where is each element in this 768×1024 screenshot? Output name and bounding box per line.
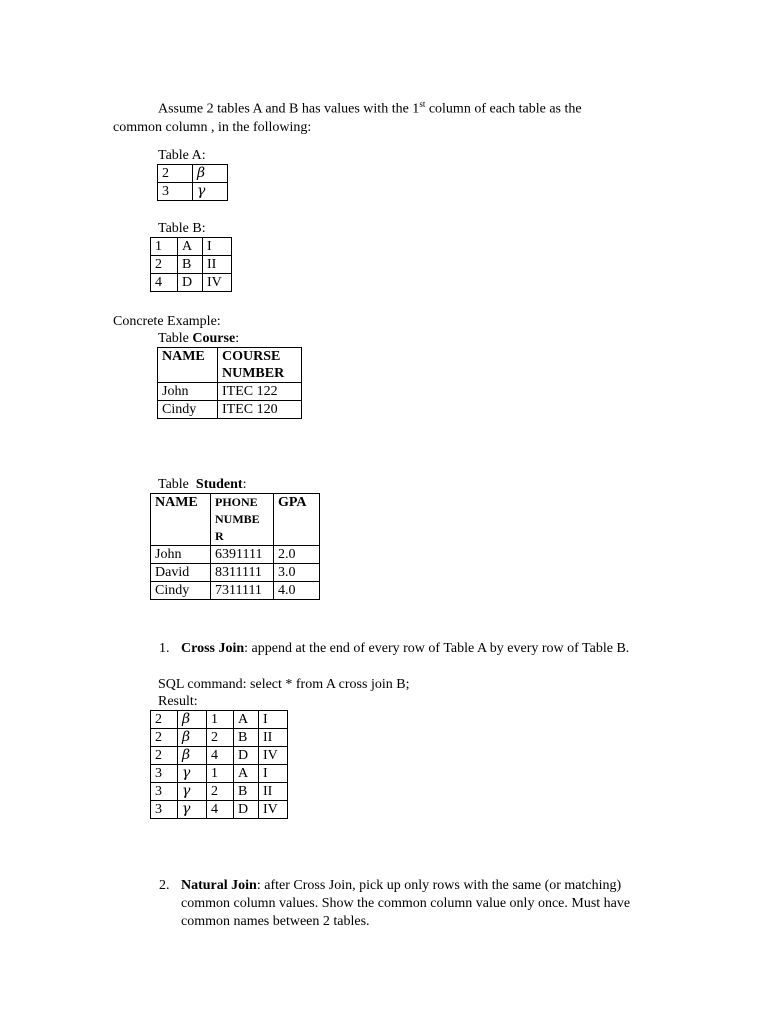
- table-cell: 2: [151, 711, 178, 729]
- table-cell: II: [203, 256, 232, 274]
- table-header-row: [158, 348, 302, 383]
- table-cell: D: [234, 801, 259, 819]
- table-row: [158, 401, 302, 419]
- table-cell: D: [234, 747, 259, 765]
- natural-join-title: Natural Join: [181, 878, 257, 893]
- table-cell: IV: [259, 747, 288, 765]
- natural-join-description: : after Cross Join, pick up only rows with the same (or matching) common column values. Show the common column value only once. Must have common names between 2 tables.: [181, 878, 631, 929]
- table-cell: John: [158, 383, 218, 401]
- table-cell: 2: [158, 165, 193, 183]
- column-header: GPA: [274, 494, 320, 546]
- table-cell: 1: [151, 238, 178, 256]
- table-cell: γ: [178, 801, 207, 819]
- table-cell: β: [178, 711, 207, 729]
- table-cell: I: [259, 711, 288, 729]
- intro-paragraph: [113, 95, 633, 137]
- table-cell: I: [259, 765, 288, 783]
- table-cell: B: [178, 256, 203, 274]
- table-row: [151, 801, 288, 819]
- natural-join-item: [159, 877, 659, 931]
- cross-join-result-label: Result:: [158, 694, 198, 709]
- table-cell: 4: [207, 801, 234, 819]
- table-cell: II: [259, 729, 288, 747]
- column-header: NAME: [151, 494, 211, 546]
- table-row: [151, 238, 232, 256]
- table-a-caption: Table A:: [158, 148, 206, 163]
- table-row: [151, 783, 288, 801]
- intro-text-1: Assume 2 tables A and B has values with the 1: [158, 101, 420, 117]
- caption-suffix: :: [235, 331, 240, 346]
- table-row: [151, 564, 320, 582]
- table-cell: 4: [151, 274, 178, 292]
- column-header: COURSE NUMBER: [218, 348, 302, 383]
- table-cell: A: [234, 765, 259, 783]
- table-row: [158, 165, 228, 183]
- caption-bold: Course: [192, 331, 236, 346]
- student-table-caption: [158, 476, 246, 494]
- course-table: [157, 347, 302, 419]
- table-row: [158, 183, 228, 201]
- table-cell: D: [178, 274, 203, 292]
- table-row: [151, 747, 288, 765]
- table-b-caption: Table B:: [158, 221, 206, 236]
- table-cell: 3: [158, 183, 193, 201]
- table-cell: B: [234, 729, 259, 747]
- table-b: [150, 237, 232, 292]
- table-row: [151, 729, 288, 747]
- table-cell: 1: [207, 765, 234, 783]
- table-cell: 3: [151, 765, 178, 783]
- table-cell: 4.0: [274, 582, 320, 600]
- concrete-example-label: Concrete Example:: [113, 314, 221, 329]
- list-number: 1.: [159, 641, 170, 656]
- table-cell: 2: [207, 783, 234, 801]
- cross-join-result-table: [150, 710, 288, 819]
- table-cell: IV: [259, 801, 288, 819]
- cross-join-description: : append at the end of every row of Table A by every row of Table B.: [244, 641, 630, 656]
- list-number: 2.: [159, 878, 170, 893]
- caption-prefix: Table: [158, 331, 193, 346]
- table-row: [151, 765, 288, 783]
- table-cell: ITEC 120: [218, 401, 302, 419]
- cross-join-item: [159, 640, 659, 658]
- table-row: [151, 582, 320, 600]
- cross-join-title: Cross Join: [181, 641, 245, 656]
- cross-join-sql: SQL command: select * from A cross join B;: [158, 677, 410, 692]
- table-cell: Cindy: [151, 582, 211, 600]
- table-cell: II: [259, 783, 288, 801]
- table-row: [151, 546, 320, 564]
- column-header: PHONE NUMBE R: [211, 494, 274, 546]
- table-cell: γ: [193, 183, 228, 201]
- table-cell: 3: [151, 783, 178, 801]
- table-cell: 2: [151, 256, 178, 274]
- intro-text-2: column of each table as the common column , in the following:: [113, 101, 582, 135]
- column-header: NAME: [158, 348, 218, 383]
- table-header-row: [151, 494, 320, 546]
- table-cell: 2: [207, 729, 234, 747]
- table-cell: 4: [207, 747, 234, 765]
- table-cell: γ: [178, 765, 207, 783]
- table-cell: 2: [151, 729, 178, 747]
- table-cell: I: [203, 238, 232, 256]
- table-row: [158, 383, 302, 401]
- intro-superscript: st: [419, 99, 426, 109]
- table-row: [151, 711, 288, 729]
- course-table-caption: [158, 330, 239, 348]
- table-cell: 6391111: [211, 546, 274, 564]
- table-cell: IV: [203, 274, 232, 292]
- table-cell: β: [178, 747, 207, 765]
- table-cell: Cindy: [158, 401, 218, 419]
- table-row: [151, 274, 232, 292]
- table-row: [151, 256, 232, 274]
- table-cell: David: [151, 564, 211, 582]
- table-cell: 3.0: [274, 564, 320, 582]
- table-cell: 2.0: [274, 546, 320, 564]
- table-a: [157, 164, 228, 201]
- table-cell: ITEC 122: [218, 383, 302, 401]
- table-cell: 8311111: [211, 564, 274, 582]
- table-cell: 7311111: [211, 582, 274, 600]
- table-cell: β: [193, 165, 228, 183]
- caption-bold: Student: [195, 477, 243, 492]
- table-cell: 1: [207, 711, 234, 729]
- table-cell: 2: [151, 747, 178, 765]
- student-table: [150, 493, 320, 600]
- table-cell: γ: [178, 783, 207, 801]
- table-cell: A: [234, 711, 259, 729]
- table-cell: B: [234, 783, 259, 801]
- caption-prefix: Table: [158, 477, 196, 492]
- caption-suffix: :: [242, 477, 247, 492]
- table-cell: A: [178, 238, 203, 256]
- table-cell: 3: [151, 801, 178, 819]
- table-cell: β: [178, 729, 207, 747]
- table-cell: John: [151, 546, 211, 564]
